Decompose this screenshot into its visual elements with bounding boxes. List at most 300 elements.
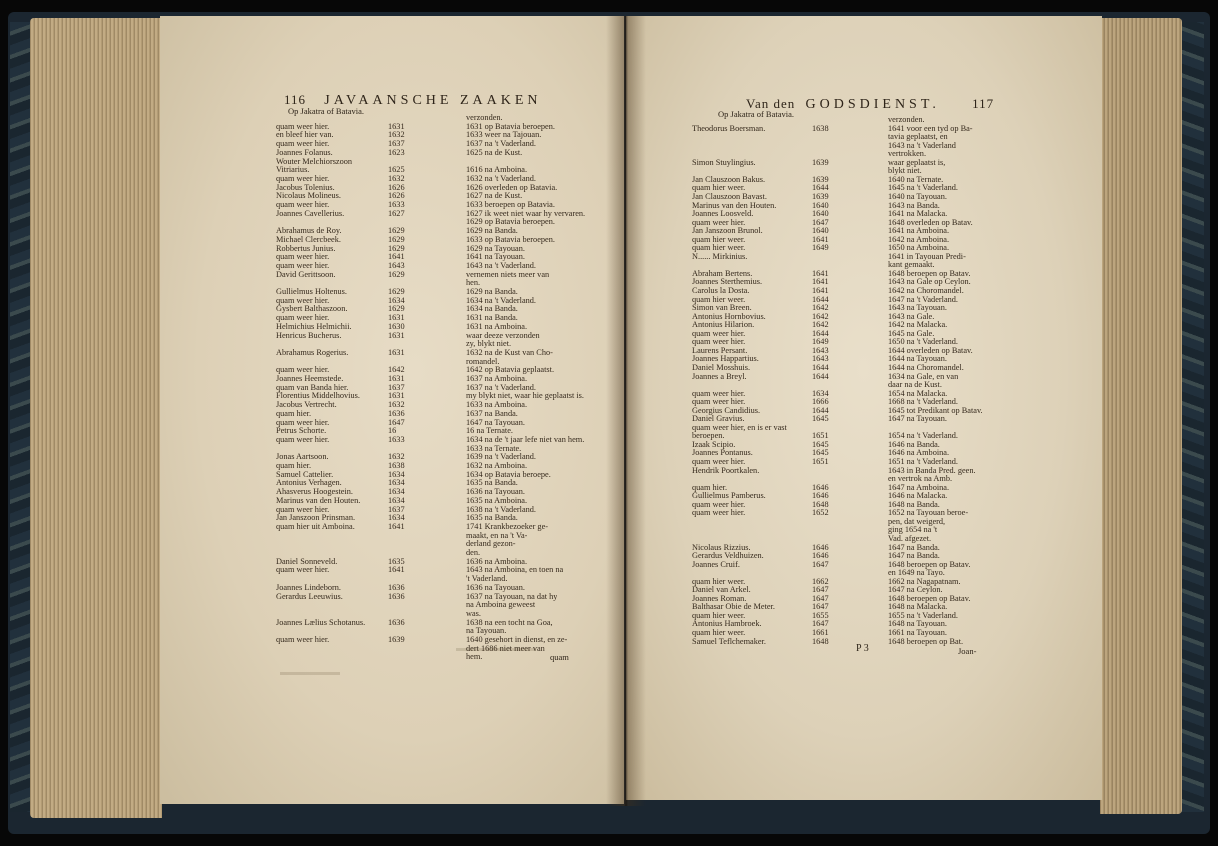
register-year: 1652	[812, 508, 829, 518]
register-name: Joannes a Breyl.	[692, 372, 747, 381]
register-year: 1634	[388, 513, 405, 523]
register-name: Daniel Mosshuis.	[692, 363, 751, 372]
register-event: hen.	[466, 279, 481, 288]
register-name: Georgius Candidius.	[692, 406, 761, 415]
register-year: 1629	[388, 287, 405, 296]
register-event: maakt, en na 't Va-	[466, 531, 528, 540]
register-event: 1650 na Amboina.	[888, 244, 950, 253]
register-year: 1646	[812, 491, 829, 501]
register-event: 1637 na Amboina.	[466, 375, 528, 383]
register-year: 1631	[388, 330, 405, 340]
register-event: 1662 na Nagapatnam.	[888, 577, 961, 586]
register-year: 1637	[388, 382, 405, 392]
register-event: 1643 na Banda.	[888, 201, 940, 210]
register-name: Gysbert Balthaszoon.	[276, 305, 348, 314]
register-name: Joannes Heemstede.	[276, 375, 344, 383]
register-year: 1639	[812, 191, 829, 201]
register-name: Daniel van Arkel.	[692, 586, 751, 595]
register-year: 1644	[812, 362, 829, 372]
register-year: 1641	[388, 252, 405, 262]
register-event: 1741 Krankbezoeker ge-	[466, 522, 549, 531]
register-event: was.	[466, 609, 481, 618]
register-name: quam weer hier.	[276, 418, 330, 427]
register-year: 1629	[388, 269, 405, 279]
register-year: 1634	[812, 388, 829, 398]
register-event: waar deeze verzonden	[466, 331, 540, 340]
register-event: 1634 na de 't jaar lefe niet van hem.	[466, 435, 585, 444]
register-year: 1642	[388, 365, 405, 375]
register-event: 1637 na Banda.	[466, 409, 518, 418]
register-name: Michael Clercbeek.	[276, 235, 341, 244]
register-event: 1616 na Amboina.	[466, 166, 528, 175]
register-year: 1635	[388, 556, 405, 566]
register-name: quam weer hier.	[692, 329, 746, 338]
left-catchword: quam	[550, 652, 569, 662]
register-year: 1642	[812, 303, 829, 313]
right-page-number: 117	[972, 96, 995, 111]
register-year: 1643	[812, 354, 829, 364]
register-year: 1661	[812, 628, 829, 637]
register-name: Vitriarius.	[276, 166, 310, 175]
register-year: 1633	[388, 200, 405, 209]
register-year: 1634	[388, 478, 405, 488]
register-year: 1644	[812, 371, 829, 381]
register-name: Henricus Bucherus.	[276, 331, 342, 340]
register-event: 1651 na 't Vaderland.	[888, 458, 959, 466]
register-event: 1640 na Ternate.	[888, 175, 944, 184]
register-event: 1631 op Batavia beroepen.	[466, 122, 555, 131]
register-event: 1634 na 't Vaderland.	[466, 296, 537, 305]
register-year: 1651	[812, 457, 829, 466]
register-event: 1635 na Banda.	[466, 479, 518, 488]
register-name: Simon Stuylingius.	[692, 158, 756, 167]
register-event: 't Vaderland.	[466, 575, 508, 584]
register-name: Joannes Happartius.	[692, 355, 759, 364]
register-year: 1629	[388, 234, 405, 244]
register-event: 1652 na Tayouan beroe-	[888, 509, 969, 518]
register-name: quam hier.	[692, 483, 728, 492]
register-name: quam weer hier.	[276, 566, 330, 575]
register-event: 1636 na Tayouan.	[466, 583, 525, 592]
left-page-number: 116	[284, 92, 307, 107]
register-event: verzonden.	[888, 116, 925, 124]
register-year: 1647	[388, 417, 405, 427]
register-year: 1642	[812, 320, 829, 330]
register-name: Joannes Cavellerius.	[276, 209, 345, 218]
right-register-table	[626, 16, 1102, 800]
register-year: 1632	[388, 130, 405, 140]
left-running-title: JAVAANSCHE ZAAKEN	[324, 93, 542, 108]
register-year: 1634	[388, 495, 405, 505]
register-event: 1647 na Ceylon.	[888, 586, 943, 595]
register-year: 1639	[388, 635, 405, 644]
register-year: 1636	[388, 408, 405, 418]
ink-smudge	[280, 672, 340, 675]
register-event: 1648 beroepen op Batav.	[888, 269, 971, 278]
register-year: 1632	[388, 173, 405, 183]
register-event: hem.	[466, 653, 483, 662]
register-name: en bleef hier van.	[276, 131, 334, 140]
register-event: 1650 na 't Vaderland.	[888, 338, 959, 347]
register-year: 1655	[812, 610, 829, 620]
register-year: 1636	[388, 591, 405, 601]
register-event: 1648 na Tayouan.	[888, 620, 947, 629]
register-name: Ahasverus Hoogestein.	[276, 488, 353, 497]
register-event: 1642 op Batavia geplaatst.	[466, 366, 555, 375]
register-year: 1643	[812, 345, 829, 355]
register-event: kant gemaakt.	[888, 261, 935, 270]
register-event: 1632 na Amboina.	[466, 462, 528, 470]
register-name: Abrahamus de Roy.	[276, 227, 342, 236]
register-event: 1633 weer na Tajouan.	[466, 131, 542, 140]
register-event: 1638 na een tocht na Goa,	[466, 618, 553, 627]
register-name: quam weer hier.	[276, 253, 330, 262]
register-event: vernemen niets meer van	[466, 270, 550, 279]
register-name: Gerardus Veldhuizen.	[692, 552, 764, 561]
register-name: Helmichius Helmichii.	[276, 322, 352, 331]
register-event: 1643 na 't Vaderland.	[466, 261, 537, 270]
register-name: Joannes Pontanus.	[692, 449, 753, 458]
register-year: 1647	[812, 559, 829, 569]
register-year: 1639	[812, 174, 829, 184]
register-event: 1654 na Malacka.	[888, 389, 948, 398]
register-event: blykt niet.	[888, 167, 922, 176]
register-name: Jacobus Tolenius.	[276, 183, 335, 192]
register-event: 1625 na de Kust.	[466, 148, 523, 157]
register-year: 1630	[388, 321, 405, 331]
register-year: 1647	[812, 602, 829, 612]
register-year: 1631	[388, 374, 405, 383]
register-event: 1634 op Batavia beroepe.	[466, 470, 551, 479]
register-year: 1634	[388, 487, 405, 497]
register-name: Antonius Hambroek.	[692, 620, 762, 629]
register-name: quam hier weer.	[692, 295, 746, 304]
register-name: quam weer hier.	[276, 261, 330, 270]
register-event: 1643 na Gale.	[888, 312, 935, 321]
register-event: 1640 gesehort in dienst, en ze-	[466, 636, 568, 644]
register-event: ging 1654 na 't	[888, 526, 938, 535]
register-event: 1637 na Tayouan, na dat hy	[466, 592, 558, 601]
register-name: quam weer hier.	[692, 500, 746, 509]
register-event: 1634 na Gale, en van	[888, 372, 959, 381]
register-name: quam weer hier.	[276, 366, 330, 375]
register-year: 1636	[388, 582, 405, 592]
register-event: 1668 na 't Vaderland.	[888, 398, 959, 407]
register-event: 1661 na Tayouan.	[888, 629, 947, 637]
register-year: 1641	[388, 565, 405, 575]
register-event: 1642 na Choromandel.	[888, 287, 964, 295]
register-event: 1647 na 't Vaderland.	[888, 295, 959, 304]
register-year: 1631	[388, 347, 405, 357]
register-event: 1629 na Tayouan.	[466, 244, 525, 253]
register-year: 1666	[812, 397, 829, 407]
register-name: quam van Banda hier.	[276, 383, 349, 392]
register-event: 1644 na Choromandel.	[888, 363, 964, 372]
left-subheading: Op Jakatra of Batavia.	[288, 106, 364, 116]
register-event: 1648 beroepen op Batav.	[888, 560, 971, 569]
register-year: 1640	[812, 200, 829, 210]
register-year: 1632	[388, 400, 405, 410]
register-name: quam weer hier.	[692, 509, 746, 518]
register-name: Joannes Roman.	[692, 594, 747, 603]
left-register-table	[160, 16, 624, 804]
register-year: 1644	[812, 328, 829, 338]
register-name: Laurens Persant.	[692, 346, 748, 355]
register-name: Simon van Breen.	[692, 304, 752, 313]
register-name: Carolus la Dosta.	[692, 287, 750, 295]
register-name: Daniel Gravius.	[692, 415, 745, 424]
register-event: 1629 na Banda.	[466, 288, 518, 296]
register-event: 1633 na Ternate.	[466, 444, 522, 453]
register-name: Abrahamus Rogerius.	[276, 348, 349, 357]
register-year: 1649	[812, 337, 829, 347]
register-name: quam weer hier.	[692, 338, 746, 347]
register-year: 1632	[388, 452, 405, 462]
register-name: Joannes Sterthemius.	[692, 278, 763, 287]
register-name: Marinus van den Houten.	[276, 496, 361, 505]
register-name: Abraham Bertens.	[692, 269, 753, 278]
register-name: quam weer hier.	[276, 122, 330, 131]
register-year: 1648	[812, 636, 829, 646]
register-year: 1644	[812, 183, 829, 193]
register-event: 1643 in Banda Pred. geen.	[888, 466, 976, 475]
register-year: 1640	[812, 226, 829, 236]
register-event: 1637 na 't Vaderland.	[466, 140, 537, 149]
register-event: 1641 in Tayouan Predi-	[888, 252, 966, 261]
register-name: quam weer hier.	[692, 389, 746, 398]
register-event: 1629 op Batavia beroepen.	[466, 218, 555, 227]
register-event: 1644 overleden op Batav.	[888, 346, 973, 355]
register-name: quam hier weer.	[692, 629, 746, 637]
marbled-cover-right	[1180, 22, 1204, 812]
register-event: 1631 na Amboina.	[466, 322, 528, 331]
register-name: quam weer hier.	[276, 435, 330, 444]
register-event: 1631 na Banda.	[466, 314, 518, 323]
right-subheading: Op Jakatra of Batavia.	[718, 109, 794, 119]
register-year: 1638	[388, 461, 405, 470]
page-edges-right	[1100, 18, 1182, 814]
register-year: 1645	[812, 439, 829, 449]
register-name: quam weer hier.	[276, 140, 330, 149]
register-event: 1633 na Amboina.	[466, 401, 528, 410]
register-name: Petrus Schorte.	[276, 427, 327, 436]
register-name: quam weer hier, en is er vast	[692, 423, 787, 432]
register-name: Balthasar Obie de Meter.	[692, 603, 775, 612]
register-event: 1636 na Amboina.	[466, 557, 528, 566]
register-event: 1648 na Banda.	[888, 500, 940, 509]
register-year: 1631	[388, 313, 405, 323]
register-year: 1631	[388, 121, 405, 131]
register-event: 1647 na Tayouan.	[888, 415, 947, 424]
register-year: 1639	[812, 157, 829, 167]
register-name: Hendrik Poortkalen.	[692, 466, 760, 475]
register-event: verzonden.	[466, 114, 503, 122]
register-event: 1636 na Tayouan.	[466, 488, 525, 497]
register-event: 1640 na Tayouan.	[888, 192, 947, 201]
register-name: Nicolaus Molineus.	[276, 192, 341, 201]
register-name: quam hier.	[276, 409, 312, 418]
register-year: 1637	[388, 139, 405, 149]
register-year: 1647	[812, 217, 829, 227]
register-year: 1641	[812, 234, 829, 244]
register-event: 1634 na Banda.	[466, 305, 518, 314]
register-event: 1648 beroepen op Batav.	[888, 594, 971, 603]
register-year: 1648	[812, 499, 829, 509]
register-event: my blykt niet, waar hie geplaatst is.	[466, 392, 584, 401]
register-event: derland gezon-	[466, 540, 516, 549]
register-name: beroepen.	[692, 432, 725, 441]
register-name: quam weer hier.	[276, 296, 330, 305]
register-name: Samuel Teflchemaker.	[692, 637, 766, 646]
register-event: 16 na Ternate.	[466, 427, 513, 436]
register-year: 1647	[812, 585, 829, 595]
right-running-title: GODSDIENST.	[805, 97, 940, 112]
register-event: Vad. afgezet.	[888, 534, 932, 543]
register-year: 1644	[812, 294, 829, 304]
register-year: 1629	[388, 243, 405, 253]
right-title-prefix: Van den	[746, 96, 796, 111]
register-name: Jan Janszoon Brunol.	[692, 227, 763, 236]
register-name: Jan Clauszoon Bakus.	[692, 175, 766, 184]
register-year: 1643	[388, 260, 405, 270]
register-name: Joannes Lælius Schotanus.	[276, 618, 366, 627]
register-name: David Gerittsoon.	[276, 270, 336, 279]
register-event: 1643 na Amboina, en toen na	[466, 566, 564, 575]
register-year: 1647	[812, 619, 829, 629]
register-event: 1647 na Amboina.	[888, 483, 950, 492]
register-name: quam weer hier.	[276, 505, 330, 514]
register-event: 1647 na Banda.	[888, 543, 940, 552]
register-event: 1632 na 't Vaderland.	[466, 174, 537, 183]
register-event: 1633 beroepen op Batavia.	[466, 201, 555, 209]
register-event: 1648 na Malacka.	[888, 603, 948, 612]
register-name: quam hier.	[276, 462, 312, 470]
register-year: 1649	[812, 243, 829, 253]
register-name: quam weer hier.	[276, 201, 330, 209]
register-name: quam hier weer.	[692, 235, 746, 244]
register-year: 1641	[812, 286, 829, 295]
register-event: 1639 na 't Vaderland.	[466, 453, 537, 462]
register-name: quam weer hier.	[276, 174, 330, 183]
register-name: Samuel Cattelier.	[276, 470, 334, 479]
register-name: Joannes Loosveld.	[692, 210, 754, 219]
register-event: 1627 na de Kust.	[466, 192, 523, 201]
register-event: 1635 na Banda.	[466, 514, 518, 523]
right-page	[626, 16, 1102, 800]
register-event: na Amboina geweest	[466, 601, 536, 610]
register-name: Florentius Middelhovius.	[276, 392, 360, 401]
page-edges-left	[30, 18, 162, 818]
register-year: 1662	[812, 576, 829, 586]
register-event: dert 1686 niet meer van	[466, 644, 545, 653]
register-name: Jacobus Vertrecht.	[276, 401, 337, 410]
register-event: 1632 na de Kust van Cho-	[466, 348, 553, 357]
register-name: Gerardus Leeuwius.	[276, 592, 343, 601]
register-name: Joannes Lindeborn.	[276, 583, 341, 592]
register-name: Joannes Folanus.	[276, 148, 333, 157]
register-year: 1634	[388, 469, 405, 479]
register-event: 1642 na Malacka.	[888, 321, 948, 330]
register-year: 1625	[388, 165, 405, 175]
register-event: 1643 na Tayouan.	[888, 304, 947, 313]
register-event: romandel.	[466, 357, 500, 366]
register-event: 1654 na 't Vaderland.	[888, 432, 959, 441]
register-year: 1645	[812, 448, 829, 458]
register-event: en vertrok na Amb.	[888, 475, 953, 484]
register-year: 1641	[812, 268, 829, 278]
register-name: Jonas Aartsoon.	[276, 453, 329, 462]
register-year: 1623	[388, 147, 405, 157]
register-event: en 1649 na Tayo.	[888, 569, 945, 578]
register-name: quam hier weer.	[692, 184, 746, 193]
register-name: quam weer hier.	[692, 458, 746, 466]
register-event: 1647 na Tayouan.	[466, 418, 525, 427]
register-event: 1641 na Amboina.	[888, 227, 950, 236]
register-name: Gullielmus Pamberus.	[692, 492, 766, 501]
register-name: Antonius Hilarion.	[692, 321, 755, 330]
register-event: 1645 na Gale.	[888, 329, 935, 338]
register-year: 1634	[388, 295, 405, 305]
register-name: Antonius Hornbovius.	[692, 312, 766, 321]
register-year: 1642	[812, 311, 829, 321]
register-name: quam hier uit Amboina.	[276, 522, 355, 531]
signature-mark: P 3	[856, 643, 869, 654]
register-event: na Tayouan.	[466, 627, 507, 636]
register-name: Theodorus Boersman.	[692, 124, 766, 133]
register-event: 1648 beroepen op Bat.	[888, 637, 964, 646]
register-event: 1646 na Amboina.	[888, 449, 950, 458]
register-event: 1626 overleden op Batavia.	[466, 183, 558, 192]
register-year: 1645	[812, 414, 829, 424]
register-event: 1643 na 't Vaderland	[888, 141, 956, 150]
register-event: 1635 na Amboina.	[466, 496, 528, 505]
register-event: 1647 na Banda.	[888, 552, 940, 561]
register-event: waar geplaatst is,	[888, 158, 946, 167]
register-name: quam weer hier.	[276, 636, 330, 644]
register-year: 1633	[388, 434, 405, 444]
register-name: Gullielmus Holtenus.	[276, 288, 347, 296]
marbled-cover-left	[10, 22, 32, 812]
register-name: Jan Janszoon Prinsman.	[276, 514, 356, 523]
register-event: 1643 na Gale op Ceylon.	[888, 278, 971, 287]
register-event: 1645 tot Predikant op Batav.	[888, 406, 983, 415]
register-event: vertrokken.	[888, 150, 927, 159]
register-year: 1646	[812, 482, 829, 492]
register-event: 1633 op Batavia beroepen.	[466, 235, 555, 244]
register-name: Wouter Melchiorszoon	[276, 157, 353, 166]
register-year: 1651	[812, 431, 829, 441]
register-name: quam weer hier.	[276, 314, 330, 323]
register-event: 1648 overleden op Batav.	[888, 218, 973, 227]
register-name: quam hier weer.	[692, 244, 746, 253]
register-year: 1626	[388, 191, 405, 201]
register-event: tavia geplaatst, en	[888, 133, 948, 142]
register-year: 1640	[812, 209, 829, 219]
ink-smudge	[456, 648, 536, 651]
register-event: 1627 ik weet niet waar hy vervaren.	[466, 209, 586, 218]
left-page	[160, 16, 624, 804]
register-name: quam weer hier.	[692, 398, 746, 407]
register-year: 1647	[812, 593, 829, 603]
register-name: Antonius Verhagen.	[276, 479, 342, 488]
register-name: Marinus van den Houten.	[692, 201, 777, 210]
register-event: 1655 na 't Vaderland.	[888, 611, 959, 620]
register-year: 1644	[812, 405, 829, 415]
register-name: Izaak Scipio.	[692, 440, 736, 449]
register-year: 1646	[812, 542, 829, 552]
register-year: 1641	[812, 277, 829, 287]
register-name: Robbertus Junius.	[276, 244, 336, 253]
